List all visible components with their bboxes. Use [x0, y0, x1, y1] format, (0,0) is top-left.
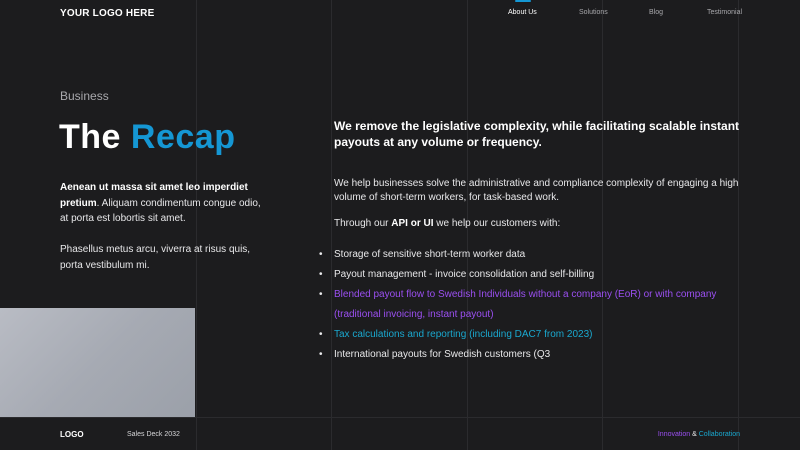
header-logo[interactable]: YOUR LOGO HERE	[60, 8, 155, 19]
bullet-icon: •	[319, 249, 323, 260]
footer-divider	[0, 417, 800, 418]
feature-list	[319, 245, 759, 365]
bullet-icon: •	[319, 289, 323, 300]
grid-line	[331, 0, 332, 450]
list-item	[319, 325, 759, 345]
body2-pre: Through our	[334, 218, 392, 229]
intro-bold: Aenean ut massa sit amet leo imperdiet pretium	[60, 182, 248, 209]
top-nav	[0, 9, 800, 21]
bullet-icon: •	[319, 269, 323, 280]
tagline-ampersand: &	[692, 431, 697, 438]
list-item	[319, 345, 759, 365]
footer-tagline	[658, 431, 740, 438]
list-item	[319, 265, 759, 285]
intro-rest: . Aliquam condimentum congue odio, at porta est lobortis sit amet.	[60, 197, 261, 224]
intro-paragraph	[60, 180, 265, 227]
body2-post: we help our customers with:	[433, 218, 561, 229]
title-accent: Recap	[130, 118, 236, 156]
list-item	[319, 245, 759, 265]
body2-bold: API or UI	[391, 218, 434, 229]
body-paragraph-api	[334, 217, 754, 231]
title-plain: The	[59, 118, 121, 156]
page-title	[59, 118, 235, 157]
nav-active-indicator	[515, 0, 531, 2]
tagline-word-2: Collaboration	[698, 431, 740, 438]
lead-statement: We remove the legislative complexity, while facilitating scalable instant payouts at any volume or frequency.	[334, 119, 740, 149]
body-paragraph: We help businesses solve the administrative and compliance complexity of engaging a high volume of short-term workers, for task-based work.	[334, 178, 739, 203]
list-item-text: Storage of sensitive short-term worker data	[334, 249, 526, 260]
list-item-text: Blended payout flow to Swedish Individuals without a company (EoR) or with company (traditional invoicing, instant payout)	[334, 289, 717, 320]
nav-solutions[interactable]: Solutions	[579, 9, 608, 16]
list-item	[319, 285, 759, 325]
nav-blog[interactable]: Blog	[649, 9, 664, 16]
tagline-word-1: Innovation	[657, 431, 691, 438]
nav-testimonial[interactable]: Testimonial	[707, 9, 743, 16]
bullet-icon: •	[319, 349, 323, 360]
secondary-paragraph: Phasellus metus arcu, viverra at risus quis, porta vestibulum mi.	[60, 244, 251, 271]
footer-deck-label: Sales Deck 2032	[127, 431, 180, 438]
section-eyebrow: Business	[60, 89, 109, 103]
list-item-text: Payout management - invoice consolidation and self-billing	[334, 269, 595, 280]
nav-about-us[interactable]: About Us	[508, 9, 537, 16]
bullet-icon: •	[319, 329, 323, 340]
footer-logo[interactable]: LOGO	[60, 430, 84, 439]
list-item-text: International payouts for Swedish customers (Q3	[334, 349, 551, 360]
image-placeholder	[0, 308, 195, 417]
list-item-text: Tax calculations and reporting (including DAC7 from 2023)	[334, 329, 593, 340]
